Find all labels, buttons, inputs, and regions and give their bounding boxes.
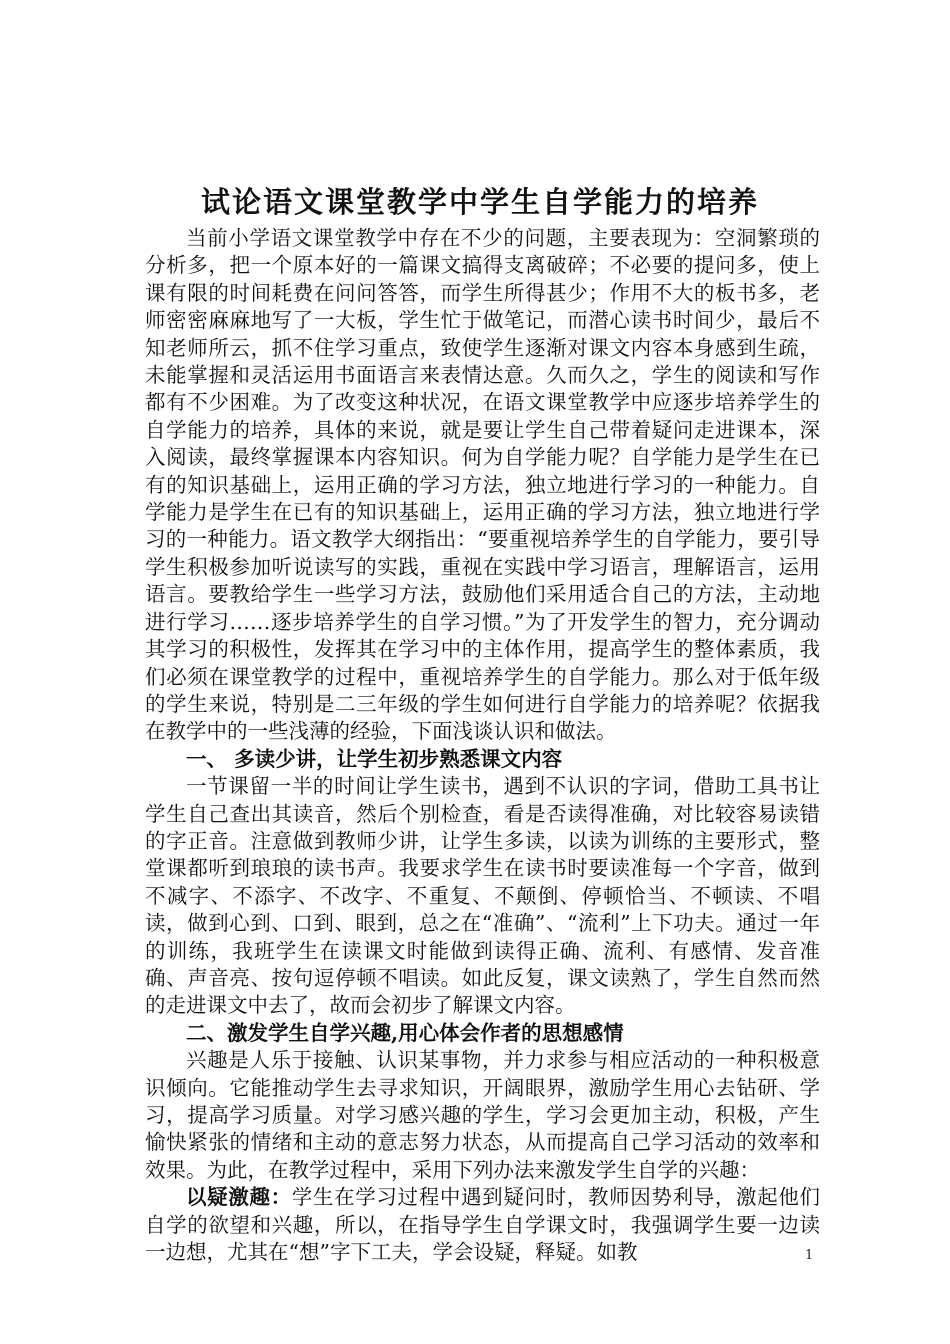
- page-number: 1: [805, 1248, 814, 1263]
- intro-paragraph: 当前小学语文课堂教学中存在不少的问题，主要表现为：空洞繁琐的分析多，把一个原本好的一篇课文搞得支离破碎；不必要的提问多，使上课有限的时间耗费在问问答答，而学生所得甚少；作用不大的板书多，老师密密麻麻地写了一大板，学生忙于做笔记，而潜心读书时间少，最后不知老师所云，抓不住学习重点，致使学生逐渐对课文内容本身感到生疏，未能掌握和灵活运用书面语言来表情达意。久而久之，学生的阅读和写作都有不少困难。为了改变这种状况，在语文课堂教学中应逐步培养学生的自学能力的培养，具体的来说，就是要让学生自己带着疑问走进课本，深入阅读，最终掌握课本内容知识。何为自学能力呢？自学能力是学生在已有的知识基础上，运用正确的学习方法，独立地进行学习的一种能力。自学能力是学生在已有的知识基础上，运用正确的学习方法，独立地进行学习的一种能力。语文教学大纲指出：“要重视培养学生的自学能力，要引导学生积极参加听说读写的实践，重视在实践中学习语言，理解语言，运用语言。要教给学生一些学习方法，鼓励他们采用适合自己的方法，主动地进行学习……逐步培养学生的自学习惯。”为了开发学生的智力，充分调动其学习的积极性，发挥其在学习中的主体作用，提高学生的整体素质，我们必须在课堂教学的过程中，重视培养学生的自学能力。那么对于低年级的学生来说，特别是二三年级的学生如何进行自学能力的培养呢？依据我在教学中的一些浅薄的经验，下面浅谈认识和做法。: [145, 226, 820, 744]
- section-heading-1: 一、 多读少讲，让学生初步熟悉课文内容: [186, 746, 563, 771]
- section-heading-2: 二、激发学生自学兴趣,用心体会作者的思想感情: [186, 1020, 624, 1045]
- method-lead-phrase: 以疑激趣：: [186, 1185, 292, 1210]
- method-paragraph: [145, 1184, 820, 1266]
- section-1-paragraph: 一节课留一半的时间让学生读书，遇到不认识的字词，借助工具书让学生自己查出其读音，然后个别检查，看是否读得准确，对比较容易读错的字正音。注意做到教师少讲，让学生多读，以读为训练的主要形式，整堂课都听到琅琅的读书声。我要求学生在读书时要读准每一个字音，做到不减字、不添字、不改字、不重复、不颠倒、停顿恰当、不顿读、不唱读，做到心到、口到、眼到，总之在“准确”、“流利”上下功夫。通过一年的训练，我班学生在读课文时能做到读得正确、流利、有感情、发音准确、声音亮、按句逗停顿不唱读。如此反复，课文读熟了，学生自然而然的走进课文中去了，故而会初步了解课文内容。: [145, 774, 820, 1018]
- document-body: [145, 225, 820, 1266]
- document-title: 试论语文课堂教学中学生自学能力的培养: [200, 185, 759, 219]
- section-2-paragraph: 兴趣是人乐于接触、认识某事物，并力求参与相应活动的一种积极意识倾向。它能推动学生去寻求知识，开阔眼界，激励学生用心去钻研、学习，提高学习质量。对学习感兴趣的学生，学习会更加主动，积极，产生愉快紧张的情绪和主动的意志努力状态，从而提高自己学习活动的效率和效果。为此，在教学过程中，采用下列办法来激发学生自学的兴趣：: [145, 1048, 820, 1182]
- method-paragraph-text: 学生在学习过程中遇到疑问时，教师因势利导，激起他们自学的欲望和兴趣，所以，在指导学生自学课文时，我强调学生要一边读一边想，尤其在“想”字下工夫，学会设疑，释疑。如教: [145, 1185, 821, 1265]
